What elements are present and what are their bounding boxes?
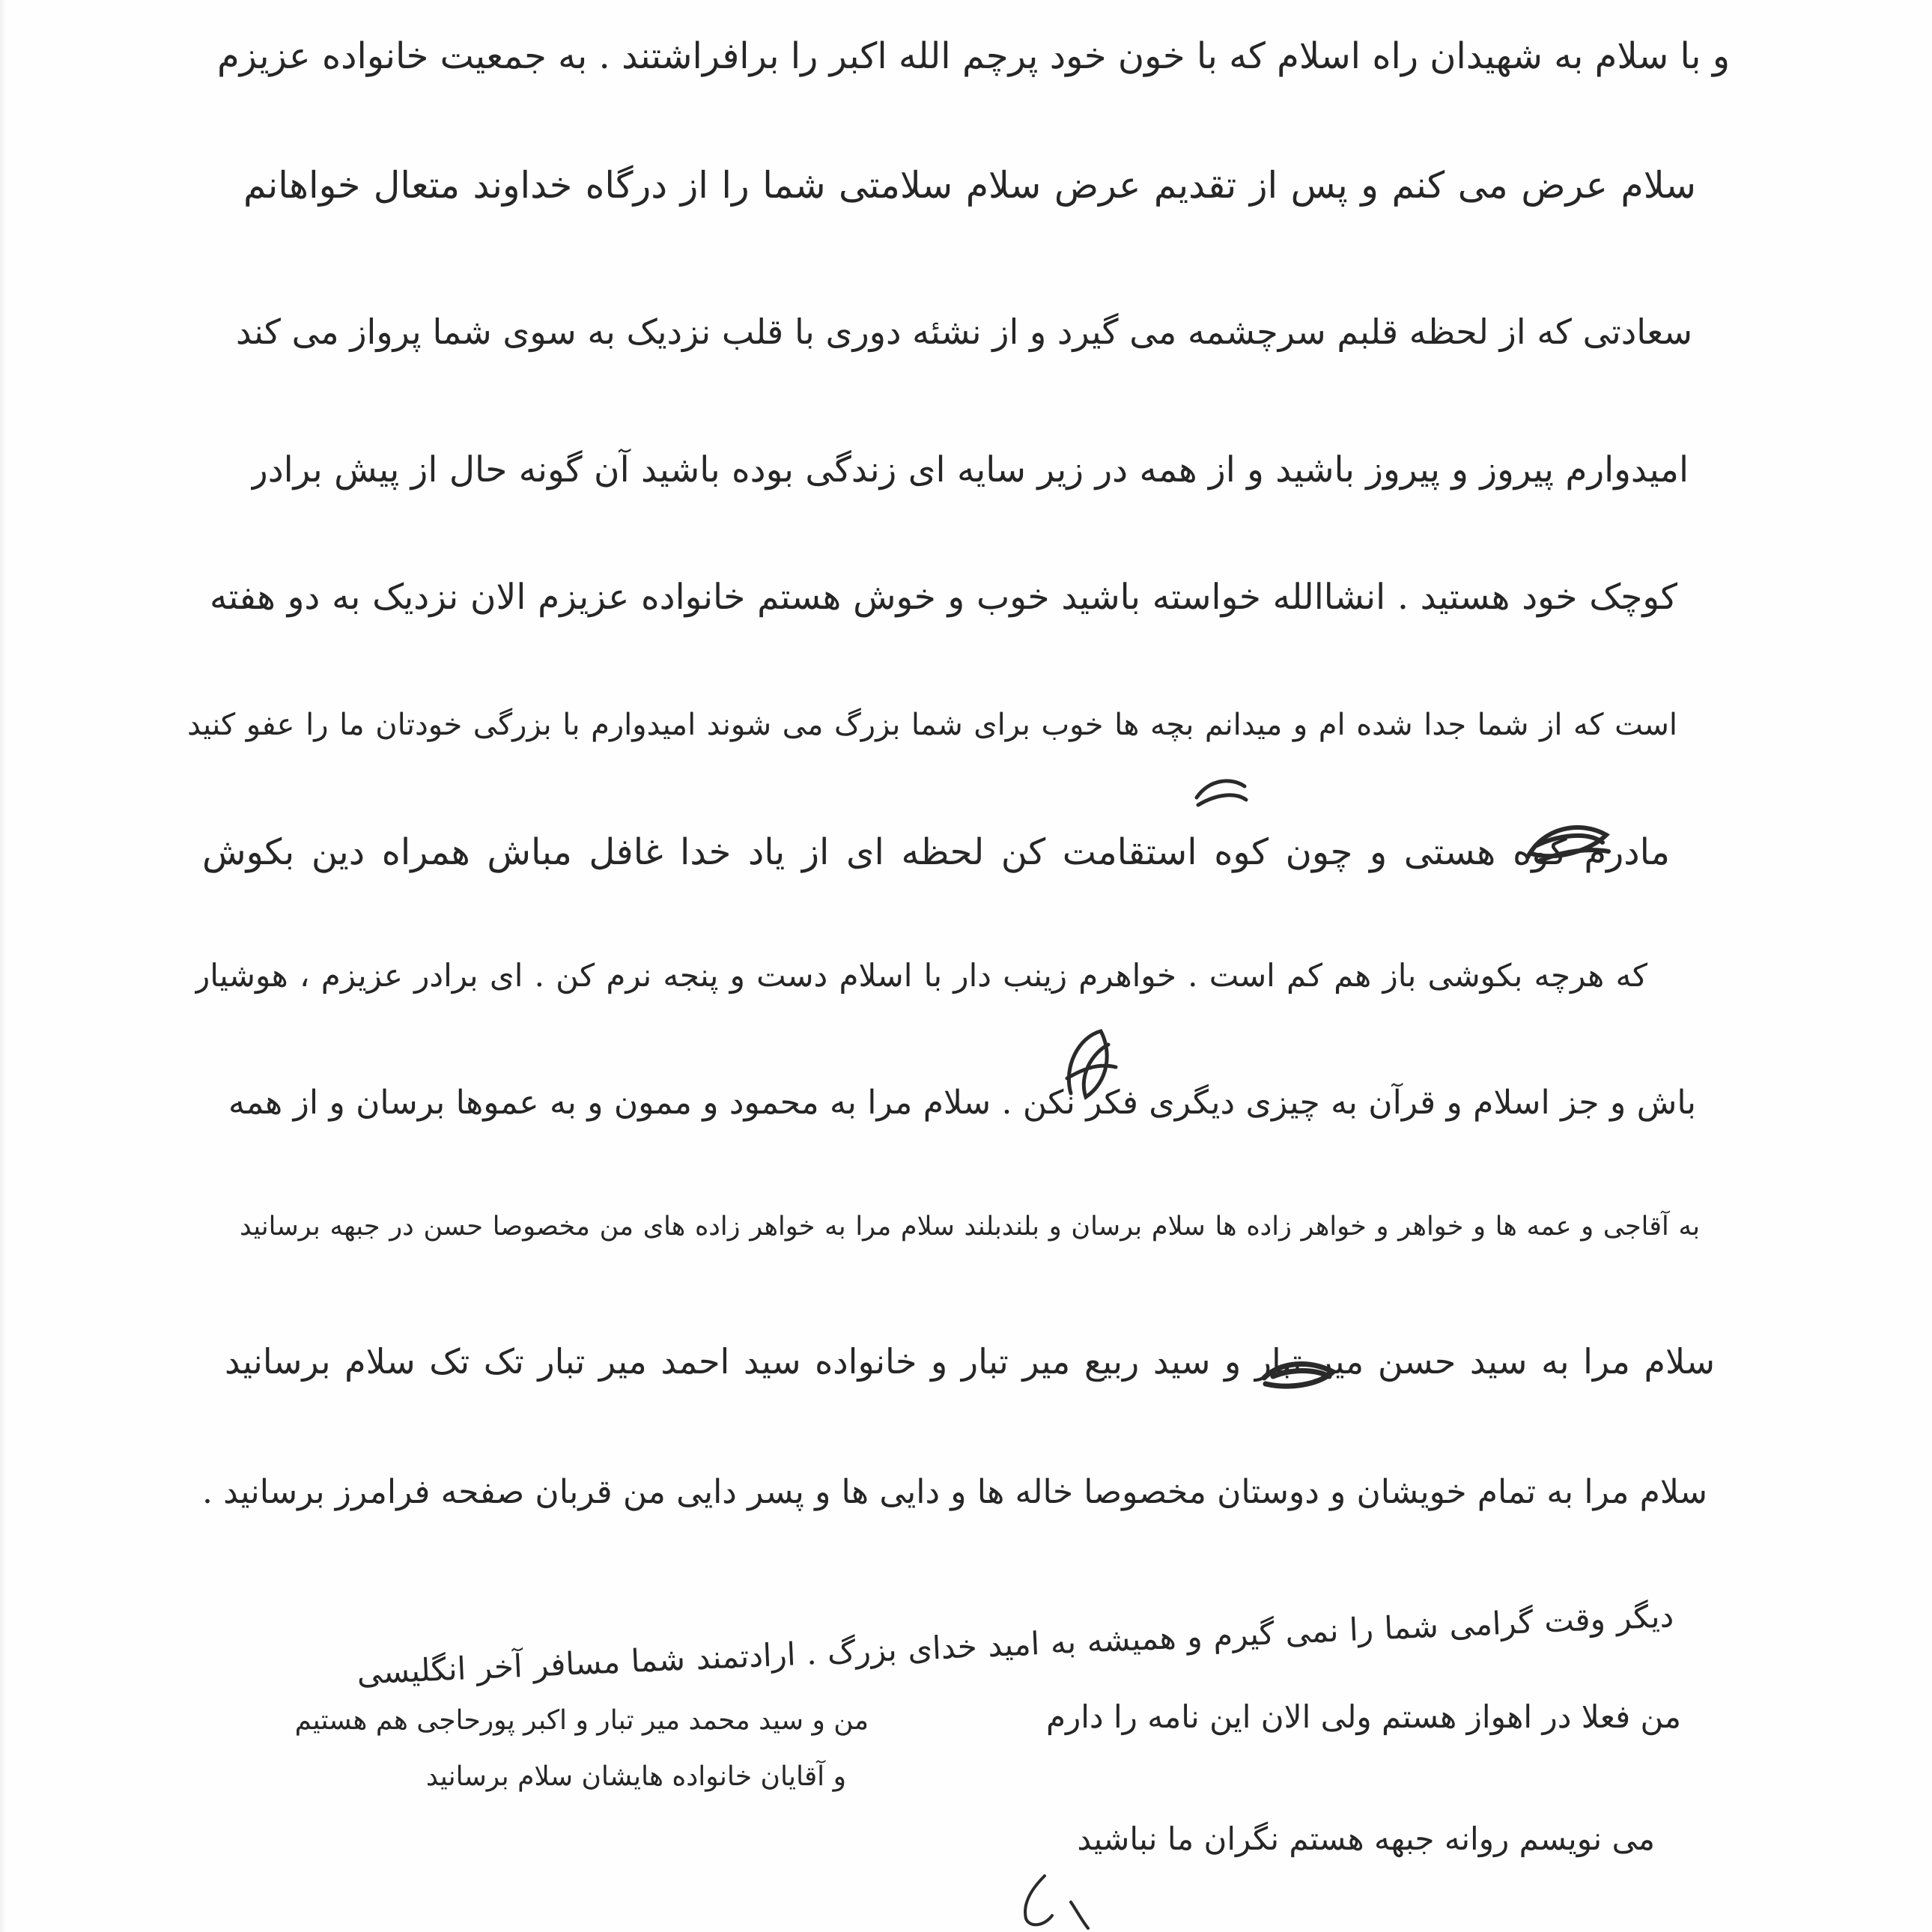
letter-line-2: سلام عرض می کنم و پس از تقدیم عرض سلام سلامتی شما را از درگاه خداوند متعال خواهانم bbox=[243, 164, 1696, 207]
side-note-line-1: من و سید محمد میر تبار و اکبر پورحاجی هم هستیم bbox=[294, 1705, 869, 1736]
side-note-line-2: و آقایان خانواده هایشان سلام برسانید bbox=[425, 1761, 846, 1792]
postscript-line-2: می نویسم روانه جبهه هستم نگران ما نباشید bbox=[1077, 1820, 1655, 1857]
letter-line-3: سعادتی که از لحظه قلبم سرچشمه می گیرد و از نشئه دوری با قلب نزدیک به سوی شما پرواز می کند bbox=[236, 312, 1692, 352]
letter-line-9: باش و جز اسلام و قرآن به چیزی دیگری فکر نکن . سلام مرا به محمود و ممون و به عموها برسان و از همه bbox=[228, 1084, 1696, 1122]
scribble-mark-2 bbox=[1191, 771, 1251, 812]
letter-line-1: و با سلام به شهیدان راه اسلام که با خون خود پرچم الله اکبر را برافراشتند . به جمعیت خانواده عزیزم bbox=[217, 35, 1730, 77]
letter-line-12: سلام مرا به تمام خویشان و دوستان مخصوصا خاله ها و دایی ها و پسر دایی من قربان صفحه فرامرز برسانید . bbox=[202, 1473, 1707, 1511]
letter-line-4: امیدوارم پیروز و پیروز باشید و از همه در زیر سایه ای زندگی بوده باشید آن گونه حال از پیش برادر bbox=[251, 449, 1689, 490]
letter-line-7: مادرم کوه هستی و چون کوه استقامت کن لحظه ای از یاد خدا غافل مباش همراه دین بکوش bbox=[202, 831, 1670, 873]
letter-line-13: دیگر وقت گرامی شما را نمی گیرم و همیشه به امید خدای بزرگ . ارادتمند شما مسافر آخر انگلیسی bbox=[356, 1597, 1675, 1692]
letter-line-8: که هرچه بکوشی باز هم کم است . خواهرم زینب دار با اسلام دست و پنجه نرم کن . ای برادر عزیزم ، هوشیار bbox=[195, 957, 1647, 994]
letter-line-6: است که از شما جدا شده ام و میدانم بچه ها خوب برای شما بزرگ می شوند امیدوارم با بزرگی خودتان ما را عفو کنید bbox=[187, 708, 1677, 742]
letter-line-10: به آقاجی و عمه ها و خواهر و خواهر زاده ها سلام برسان و بلندبلند سلام مرا به خواهر زاده های من مخصوصا حسن در جبهه برسانید bbox=[240, 1212, 1700, 1242]
letter-line-5: کوچک خود هستید . انشاالله خواسته باشید خوب و خوش هستم خانواده عزیزم الان نزدیک به دو هفته bbox=[210, 577, 1677, 618]
signature-mark bbox=[1000, 1872, 1112, 1932]
page-edge-shadow bbox=[0, 0, 7, 1932]
postscript-line-1: من فعلا در اهواز هستم ولی الان این نامه را دارم bbox=[1045, 1698, 1681, 1735]
letter-line-11: سلام مرا به سید حسن میر تبار و سید ربیع میر تبار و خانواده سید احمد میر تبار تک تک سلام برسانید bbox=[225, 1341, 1715, 1382]
